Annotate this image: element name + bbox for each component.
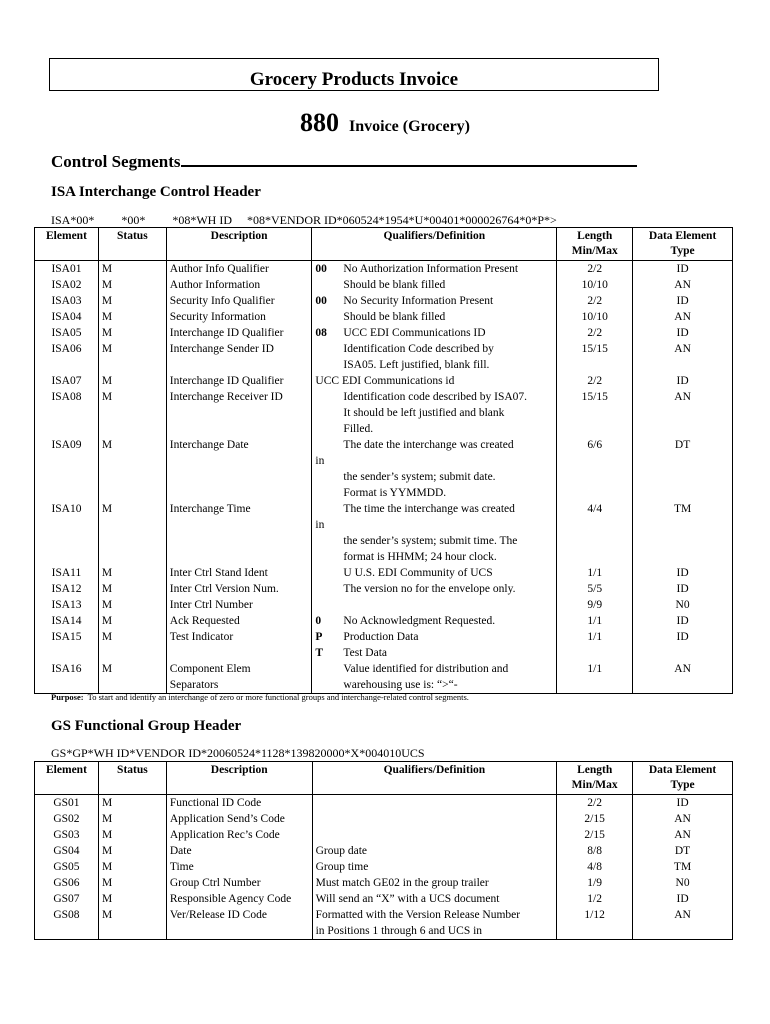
table-row	[35, 389, 733, 437]
qualifier-text: No Security Information Present	[343, 295, 494, 307]
type-cell: DT	[633, 437, 733, 501]
transaction-name: Invoice (Grocery)	[349, 118, 470, 135]
length-cell: 2/15	[557, 827, 633, 843]
qualifier-cell	[312, 581, 557, 597]
qualifier-cell	[312, 341, 557, 373]
length-cell: 10/10	[557, 309, 633, 325]
qualifier-line	[315, 629, 553, 645]
qualifier-code: 00	[315, 295, 327, 307]
element-cell: GS01	[35, 795, 99, 812]
status-cell: M	[98, 843, 166, 859]
status-cell: M	[98, 341, 166, 373]
qualifier-line	[315, 309, 553, 325]
description-cell: Ver/Release ID Code	[166, 907, 312, 940]
qualifier-line	[315, 389, 553, 437]
status-cell: M	[98, 565, 166, 581]
element-cell: ISA05	[35, 325, 99, 341]
element-cell: GS03	[35, 827, 99, 843]
qualifier-continuation: in	[315, 519, 325, 531]
length-cell: 15/15	[557, 341, 633, 373]
table-row	[35, 811, 733, 827]
table-row	[35, 437, 733, 501]
length-cell: 1/1	[557, 613, 633, 629]
status-cell: M	[98, 907, 166, 940]
length-cell: 2/15	[557, 811, 633, 827]
qualifier-line	[315, 613, 553, 629]
element-cell: GS02	[35, 811, 99, 827]
qualifier-text: The time the interchange was created	[343, 503, 515, 515]
table-row	[35, 891, 733, 907]
type-cell: N0	[633, 875, 733, 891]
qualifier-cell: Must match GE02 in the group trailer	[312, 875, 557, 891]
table-row	[35, 597, 733, 613]
length-cell: 10/10	[557, 277, 633, 293]
table-row	[35, 661, 733, 694]
status-cell: M	[98, 581, 166, 597]
table-row	[35, 341, 733, 373]
type-cell: AN	[633, 661, 733, 694]
purpose-label: Purpose:	[51, 692, 84, 702]
type-cell: AN	[633, 827, 733, 843]
transaction-number: 880	[300, 108, 339, 137]
length-cell: 4/4	[557, 501, 633, 565]
description-cell: Security Info Qualifier	[166, 293, 312, 309]
type-cell: AN	[633, 811, 733, 827]
type-cell: ID	[633, 293, 733, 309]
element-cell: GS06	[35, 875, 99, 891]
table-row	[35, 827, 733, 843]
type-cell: ID	[633, 261, 733, 278]
qualifier-cell	[312, 293, 557, 309]
description-cell: Interchange Sender ID	[166, 341, 312, 373]
col-status: Status	[98, 228, 166, 261]
isa-table	[34, 227, 733, 694]
type-cell: ID	[633, 325, 733, 341]
length-cell: 2/2	[557, 795, 633, 812]
description-cell: Ack Requested	[166, 613, 312, 629]
qualifier-line	[315, 341, 553, 373]
element-cell: ISA13	[35, 597, 99, 613]
qualifier-line	[315, 565, 553, 581]
qualifier-text-cont: the sender’s system; submit date. Format is YYMMDD.	[343, 471, 496, 499]
qualifier-line	[315, 437, 553, 453]
status-cell: M	[98, 309, 166, 325]
description-cell: Interchange ID Qualifier	[166, 373, 312, 389]
qualifier-line	[315, 261, 553, 277]
description-cell: Application Send’s Code	[166, 811, 312, 827]
length-cell: 1/1	[557, 629, 633, 661]
element-cell: ISA08	[35, 389, 99, 437]
qualifier-line	[315, 501, 553, 517]
qualifier-text-2: Test Data	[343, 647, 388, 659]
length-cell: 8/8	[557, 843, 633, 859]
col-description: Description	[166, 228, 312, 261]
type-cell: ID	[633, 629, 733, 661]
col-type-line1: Data Element	[648, 764, 717, 776]
table-row	[35, 501, 733, 565]
type-cell: ID	[633, 373, 733, 389]
qualifier-cell	[312, 309, 557, 325]
gs-table	[34, 761, 733, 940]
description-cell: Responsible Agency Code	[166, 891, 312, 907]
status-cell: M	[98, 277, 166, 293]
length-cell: 2/2	[557, 373, 633, 389]
gs-header-row	[35, 762, 733, 795]
type-cell: ID	[633, 565, 733, 581]
qualifier-text: No Authorization Information Present	[343, 263, 519, 275]
status-cell: M	[98, 661, 166, 694]
type-cell: DT	[633, 843, 733, 859]
description-cell: Date	[166, 843, 312, 859]
qualifier-cell	[312, 373, 557, 389]
qualifier-text-cont: the sender’s system; submit time. The format is HHMM; 24 hour clock.	[343, 535, 518, 563]
col-qualifiers: Qualifiers/Definition	[312, 762, 557, 795]
status-cell: M	[98, 891, 166, 907]
length-cell: 15/15	[557, 389, 633, 437]
length-cell: 1/12	[557, 907, 633, 940]
type-cell: AN	[633, 389, 733, 437]
qualifier-code: 00	[315, 263, 327, 275]
type-cell: ID	[633, 613, 733, 629]
length-cell: 1/2	[557, 891, 633, 907]
col-length-line2: Min/Max	[571, 779, 618, 791]
col-length	[557, 228, 633, 261]
table-row	[35, 261, 733, 278]
isa-segment-example: ISA*00* *00* *08*WH ID *08*VENDOR ID*060524*1954*U*00401*000026764*0*P*>	[51, 213, 557, 227]
element-cell: ISA01	[35, 261, 99, 278]
description-cell: Interchange ID Qualifier	[166, 325, 312, 341]
status-cell: M	[98, 437, 166, 501]
element-cell: ISA07	[35, 373, 99, 389]
description-cell: Interchange Receiver ID	[166, 389, 312, 437]
status-cell: M	[98, 325, 166, 341]
col-type	[633, 228, 733, 261]
table-row	[35, 581, 733, 597]
element-cell: ISA03	[35, 293, 99, 309]
qualifier-continuation: in	[315, 455, 325, 467]
type-cell: TM	[633, 501, 733, 565]
qualifier-cell: Will send an “X” with a UCS document	[312, 891, 557, 907]
description-cell: Inter Ctrl Stand Ident	[166, 565, 312, 581]
status-cell: M	[98, 293, 166, 309]
description-cell: Security Information	[166, 309, 312, 325]
type-cell: AN	[633, 277, 733, 293]
col-length-line1: Length	[577, 230, 613, 242]
qualifier-text: UCC EDI Communications ID	[343, 327, 486, 339]
element-cell: ISA15	[35, 629, 99, 661]
qualifier-cell	[312, 613, 557, 629]
table-row	[35, 565, 733, 581]
description-cell: Functional ID Code	[166, 795, 312, 812]
table-row	[35, 859, 733, 875]
type-cell: N0	[633, 597, 733, 613]
qualifier-cell	[312, 565, 557, 581]
qualifier-text: The date the interchange was created	[343, 439, 514, 451]
qualifier-cell	[312, 629, 557, 661]
isa-heading: ISA Interchange Control Header	[51, 184, 261, 200]
col-type	[633, 762, 733, 795]
element-cell: GS05	[35, 859, 99, 875]
qualifier-cell	[312, 261, 557, 278]
description-cell: Inter Ctrl Version Num.	[166, 581, 312, 597]
qualifier-line	[315, 597, 553, 613]
type-cell: AN	[633, 341, 733, 373]
element-cell: GS08	[35, 907, 99, 940]
status-cell: M	[98, 389, 166, 437]
gs-heading: GS Functional Group Header	[51, 718, 242, 734]
qualifier-cell: Group time	[312, 859, 557, 875]
status-cell: M	[98, 875, 166, 891]
status-cell: M	[98, 597, 166, 613]
status-cell: M	[98, 827, 166, 843]
element-cell: ISA10	[35, 501, 99, 565]
qualifier-text: U U.S. EDI Community of UCS	[343, 567, 493, 579]
col-description: Description	[166, 762, 312, 795]
qualifier-cell	[312, 501, 557, 565]
qualifier-text: No Acknowledgment Requested.	[343, 615, 496, 627]
table-row	[35, 613, 733, 629]
length-cell: 1/9	[557, 875, 633, 891]
length-cell: 4/8	[557, 859, 633, 875]
qualifier-text: Identification Code described by ISA05. Left justified, blank fill.	[343, 343, 494, 371]
element-cell: ISA16	[35, 661, 99, 694]
element-cell: ISA09	[35, 437, 99, 501]
status-cell: M	[98, 261, 166, 278]
type-cell: TM	[633, 859, 733, 875]
qualifier-cell	[312, 277, 557, 293]
col-length-line2: Min/Max	[571, 245, 618, 257]
type-cell: ID	[633, 795, 733, 812]
qualifier-code: 08	[315, 327, 327, 339]
length-cell: 1/1	[557, 565, 633, 581]
gs-rows	[35, 795, 733, 940]
section-label: Control Segments	[51, 152, 181, 171]
element-cell: ISA14	[35, 613, 99, 629]
qualifier-text: Identification code described by ISA07. It should be left justified and blank Filled.	[343, 391, 528, 435]
qualifier-cell	[312, 597, 557, 613]
table-row	[35, 843, 733, 859]
description-cell: Component Elem Separators	[166, 661, 312, 694]
isa-header-row	[35, 228, 733, 261]
qualifier-line	[315, 325, 553, 341]
qualifier-line-2	[315, 645, 553, 661]
element-cell: ISA12	[35, 581, 99, 597]
qualifier-cell	[312, 811, 557, 827]
qualifier-code: 0	[315, 615, 322, 627]
description-cell: Author Info Qualifier	[166, 261, 312, 278]
qualifier-line	[315, 581, 553, 597]
table-row	[35, 795, 733, 812]
qualifier-text: Value identified for distribution and warehousing use is: “>“-	[343, 663, 509, 691]
description-cell: Author Information	[166, 277, 312, 293]
qualifier-text: Production Data	[343, 631, 419, 643]
element-cell: GS07	[35, 891, 99, 907]
table-row	[35, 325, 733, 341]
length-cell: 2/2	[557, 325, 633, 341]
qualifier-cell: Group date	[312, 843, 557, 859]
table-row	[35, 293, 733, 309]
table-row	[35, 277, 733, 293]
qualifier-code-2: T	[315, 647, 324, 659]
col-type-line2: Type	[670, 245, 695, 257]
col-status: Status	[98, 762, 166, 795]
description-cell: Group Ctrl Number	[166, 875, 312, 891]
qualifier-cell	[312, 661, 557, 694]
type-cell: AN	[633, 907, 733, 940]
transaction-heading	[0, 108, 770, 138]
qualifier-cell	[312, 389, 557, 437]
length-cell: 2/2	[557, 293, 633, 309]
isa-rows	[35, 261, 733, 694]
document-title: Grocery Products Invoice	[49, 58, 659, 91]
description-cell: Time	[166, 859, 312, 875]
purpose-note	[51, 692, 469, 702]
element-cell: ISA06	[35, 341, 99, 373]
status-cell: M	[98, 501, 166, 565]
status-cell: M	[98, 373, 166, 389]
length-cell: 6/6	[557, 437, 633, 501]
length-cell: 2/2	[557, 261, 633, 278]
qualifier-text: UCC EDI Communications id	[315, 375, 455, 387]
qualifier-line	[315, 277, 553, 293]
col-type-line2: Type	[670, 779, 695, 791]
length-cell: 5/5	[557, 581, 633, 597]
element-cell: ISA04	[35, 309, 99, 325]
table-row	[35, 875, 733, 891]
status-cell: M	[98, 613, 166, 629]
type-cell: ID	[633, 891, 733, 907]
length-cell: 9/9	[557, 597, 633, 613]
description-cell: Interchange Time	[166, 501, 312, 565]
element-cell: GS04	[35, 843, 99, 859]
status-cell: M	[98, 859, 166, 875]
status-cell: M	[98, 795, 166, 812]
col-length-line1: Length	[577, 764, 613, 776]
purpose-text: To start and identify an interchange of zero or more functional groups and interchange-related control segments.	[87, 692, 469, 702]
col-length	[557, 762, 633, 795]
description-cell: Test Indicator	[166, 629, 312, 661]
qualifier-cell	[312, 795, 557, 812]
table-row	[35, 373, 733, 389]
description-cell: Inter Ctrl Number	[166, 597, 312, 613]
qualifier-code: P	[315, 631, 323, 643]
qualifier-line	[315, 293, 553, 309]
qualifier-text: Should be blank filled	[343, 279, 446, 291]
qualifier-cell	[312, 437, 557, 501]
description-cell: Interchange Date	[166, 437, 312, 501]
col-element: Element	[35, 228, 99, 261]
qualifier-text: The version no for the envelope only.	[343, 583, 516, 595]
section-underline	[181, 151, 637, 167]
qualifier-cell: Formatted with the Version Release Number in Positions 1 through 6 and UCS in	[312, 907, 557, 940]
element-cell: ISA11	[35, 565, 99, 581]
status-cell: M	[98, 629, 166, 661]
qualifier-cell	[312, 325, 557, 341]
type-cell: ID	[633, 581, 733, 597]
table-row	[35, 907, 733, 940]
status-cell: M	[98, 811, 166, 827]
element-cell: ISA02	[35, 277, 99, 293]
col-type-line1: Data Element	[648, 230, 717, 242]
qualifier-cell	[312, 827, 557, 843]
col-element: Element	[35, 762, 99, 795]
table-row	[35, 309, 733, 325]
gs-segment-example: GS*GP*WH ID*VENDOR ID*20060524*1128*139820000*X*004010UCS	[51, 746, 425, 760]
qualifier-line	[315, 661, 553, 693]
col-qualifiers: Qualifiers/Definition	[312, 228, 557, 261]
qualifier-text: Should be blank filled	[343, 311, 446, 323]
type-cell: AN	[633, 309, 733, 325]
length-cell: 1/1	[557, 661, 633, 694]
section-title	[51, 151, 637, 172]
description-cell: Application Rec’s Code	[166, 827, 312, 843]
table-row	[35, 629, 733, 661]
